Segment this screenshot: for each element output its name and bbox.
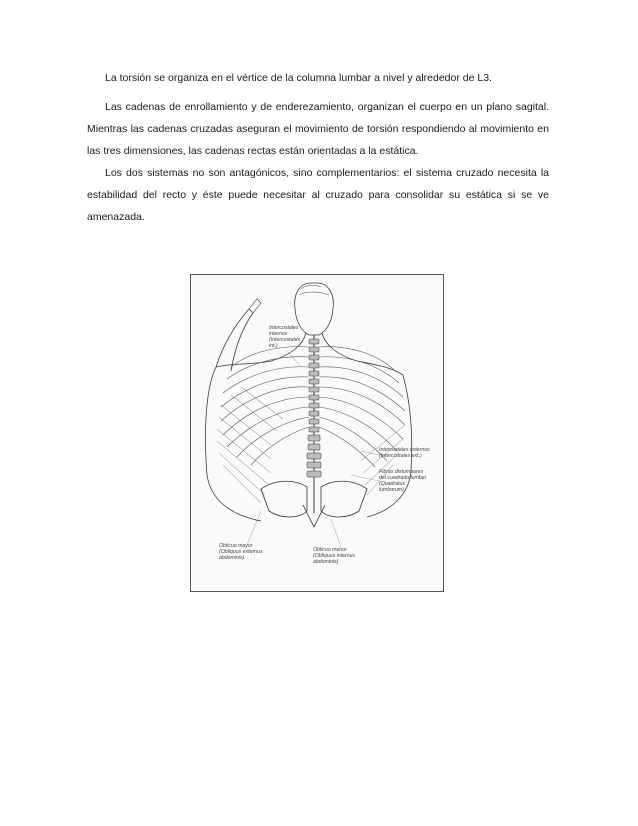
label-oblicuo-menor: Oblicuo menor (Obliquus internus abdominis) <box>313 547 356 565</box>
paragraph-sistemas: Los dos sistemas no son antagónicos, sino complementarios: el sistema cruzado necesita la estabilidad del recto y éste puede necesitar al cruzado para consolidar su estática si se ve amenazada. <box>87 167 549 223</box>
label-fibras-cuadrado: Fibras distumbares del cuadrado lumbar (Quadratus lumborum) <box>379 469 427 493</box>
label-intercostales-internos: Intercostales internos (Intercostales int.) <box>269 325 301 349</box>
anatomy-figure <box>190 274 444 592</box>
label-intercostales-externos: Intercostales externos (Intercostales ext.) <box>379 447 430 459</box>
paragraph-torsion: La torsión se organiza en el vértice de la columna lumbar a nivel y alrededor de L3. <box>105 72 492 84</box>
paragraph-cadenas: Las cadenas de enrollamiento y de enderezamiento, organizan el cuerpo en un plano sagital. Mientras las cadenas cruzadas aseguran el movimiento de torsión respondiendo al movimiento en las tres dimensiones, las cadenas rectas están orientadas a la estática. <box>87 101 549 157</box>
label-oblicuo-mayor: Oblicuo mayor (Obliquus externus abdominis) <box>219 543 263 561</box>
